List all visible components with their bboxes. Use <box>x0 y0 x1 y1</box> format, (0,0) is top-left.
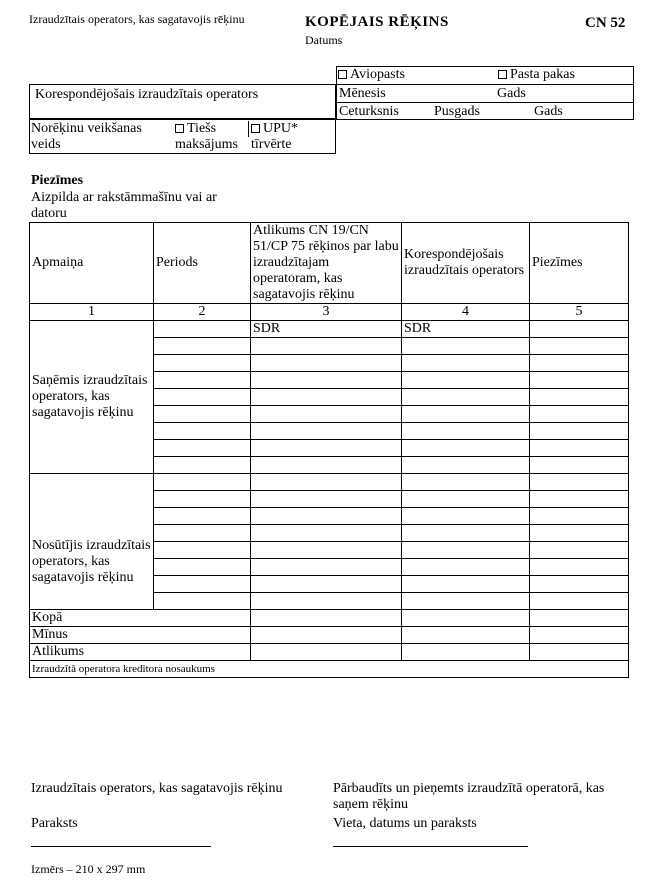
document-title: KOPĒJAIS RĒĶINS <box>305 14 449 30</box>
total-row[interactable] <box>30 610 629 627</box>
col-number: 5 <box>530 304 629 321</box>
date-label: Datums <box>305 33 343 47</box>
col-corr-operator-header: Korespondējošais izraudzītais operators <box>402 223 530 304</box>
upu-clearing-checkbox[interactable] <box>251 124 260 133</box>
divider <box>248 121 249 137</box>
total-notes-cell[interactable] <box>530 610 629 627</box>
year-label: Gads <box>497 86 526 101</box>
form-code: CN 52 <box>585 15 626 31</box>
minus-balance-cell[interactable] <box>251 627 402 644</box>
minus-row[interactable] <box>30 627 629 644</box>
creditor-label: Izraudzītā operatora kreditora nosaukums <box>30 661 629 678</box>
col-number: 4 <box>402 304 530 321</box>
col-number: 3 <box>251 304 402 321</box>
sign-left-title: Izraudzītais operators, kas sagatavojis rēķinu <box>31 781 283 796</box>
sent-label: Nosūtījis izraudzītais operators, kas sagatavojis rēķinu <box>30 474 154 610</box>
month-label: Mēnesis <box>339 86 386 101</box>
col-number: 2 <box>154 304 251 321</box>
total-balance-cell[interactable] <box>251 610 402 627</box>
balance-row[interactable] <box>30 644 629 661</box>
sign-right-label: Vieta, datums un paraksts <box>333 816 477 831</box>
col-number: 1 <box>30 304 154 321</box>
notes-text: Aizpilda ar rakstāmmašīnu vai ar datoru <box>31 190 217 221</box>
sign-left-label: Paraksts <box>31 816 78 831</box>
column-number-row <box>30 304 629 321</box>
balance-corr-cell[interactable] <box>402 644 530 661</box>
balance-balance-cell[interactable] <box>251 644 402 661</box>
parcels-option[interactable]: Pasta pakas <box>498 67 575 83</box>
table-header-row <box>30 223 629 304</box>
table-row[interactable] <box>30 321 629 338</box>
corr-cell[interactable]: SDR <box>402 321 530 338</box>
sign-right-title: Pārbaudīts un pieņemts izraudzītā operatorā, kas saņem rēķinu <box>333 781 605 812</box>
half-year-label: Pusgads <box>434 104 480 119</box>
minus-corr-cell[interactable] <box>402 627 530 644</box>
airmail-option[interactable]: Aviopasts <box>338 67 405 83</box>
issuing-operator-label: Izraudzītais operators, kas sagatavojis rēķinu <box>29 12 245 26</box>
period-box <box>336 66 634 120</box>
col-notes-header: Piezīmes <box>530 223 629 304</box>
exchange-table <box>29 222 629 678</box>
table-row[interactable] <box>30 474 629 491</box>
direct-payment-option[interactable]: Tiešs maksājums <box>175 121 238 152</box>
total-label: Kopā <box>30 610 251 627</box>
size-note: Izmērs – 210 x 297 mm <box>31 862 146 876</box>
minus-notes-cell[interactable] <box>530 627 629 644</box>
col-balance-header: Atlikums CN 19/CN 51/CP 75 rēķinos par labu izraudzītajam operatoram, kas sagatavojis rēķinu <box>251 223 402 304</box>
settlement-method-box <box>29 119 336 154</box>
quarter-label: Ceturksnis <box>339 104 399 119</box>
year-label-2: Gads <box>534 104 563 119</box>
period-cell[interactable] <box>154 321 251 338</box>
right-signature-line[interactable] <box>333 846 528 847</box>
creditor-row[interactable] <box>30 661 629 678</box>
left-signature-line[interactable] <box>31 846 211 847</box>
notes-cell[interactable] <box>530 321 629 338</box>
corresponding-operator-label: Korespondējošais izraudzītais operators <box>35 87 259 102</box>
notes-title: Piezīmes <box>31 173 84 188</box>
settlement-method-label: Norēķinu veikšanas veids <box>31 121 142 152</box>
col-exchange-header: Apmaiņa <box>30 223 154 304</box>
total-corr-cell[interactable] <box>402 610 530 627</box>
corresponding-operator-box[interactable] <box>29 84 336 119</box>
upu-clearing-option[interactable]: UPU* tīrvērte <box>251 121 299 152</box>
direct-payment-checkbox[interactable] <box>175 124 184 133</box>
received-label: Saņēmis izraudzītais operators, kas sagatavojis rēķinu <box>30 321 154 474</box>
balance-cell[interactable]: SDR <box>251 321 402 338</box>
balance-label: Atlikums <box>30 644 251 661</box>
col-period-header: Periods <box>154 223 251 304</box>
minus-label: Mīnus <box>30 627 251 644</box>
balance-notes-cell[interactable] <box>530 644 629 661</box>
